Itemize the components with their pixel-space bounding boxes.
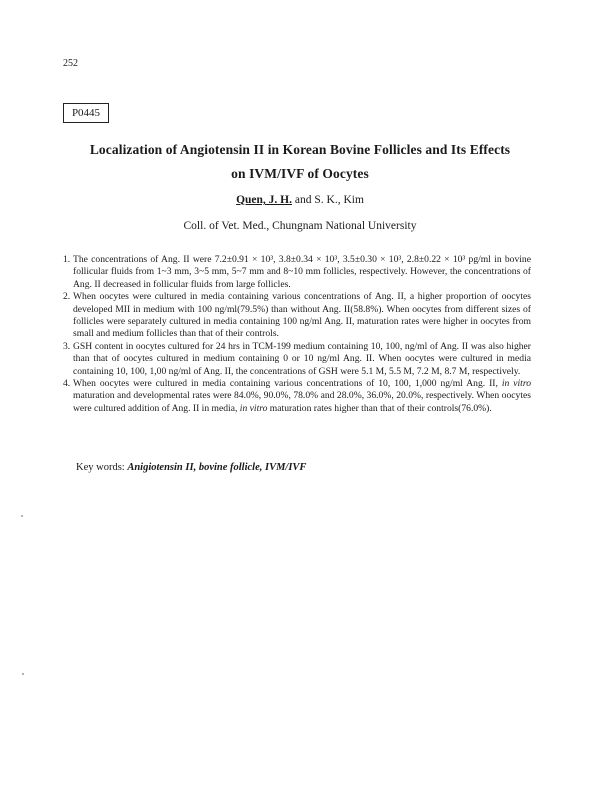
finding-text-part: maturation and developmental rates were 84.0%, 90.0%, 78.0% and 28.0%, 36.0%, 20.0%, respectively. When oocytes were cultured addition of Ang. II in media, (73, 390, 531, 414)
page-number: 252 (63, 58, 78, 69)
title-line-2: on IVM/IVF of Oocytes (231, 166, 369, 181)
keywords-values: Anigiotensin II, bovine follicle, IVM/IVF (127, 462, 307, 473)
italic-term: in vitro (239, 402, 268, 414)
italic-term: in vitro (501, 378, 532, 390)
affiliation: Coll. of Vet. Med., Chungnam National University (183, 220, 417, 232)
keywords (76, 462, 306, 473)
finding-text: When oocytes were cultured in media containing various concentrations of Ang. II, a higher proportion of oocytes developed MII in medium with 100 ng/ml(79.5%) than without Ang. II(58.8%). When oocytes from different sizes of follicles were separately cultured in media containing 100 ng/ml Ang. II, maturation rates were higher in oocytes from small and medium follicles than that of their controls. (73, 291, 531, 340)
finding-text-part: maturation rates higher than that of their controls(76.0%). (267, 402, 492, 414)
scan-speck (22, 673, 24, 675)
main-author: Quen, J. H. (236, 194, 293, 206)
finding-text-part: When oocytes were cultured in media containing various concentrations of 10, 100, 1,000 ng/ml Ang. II, (73, 378, 502, 390)
title-line-1: Localization of Angiotensin II in Korean Bovine Follicles and Its Effects (89, 142, 511, 157)
finding-number: 1. (63, 254, 71, 265)
finding-text: GSH content in oocytes cultured for 24 hrs in TCM-199 medium containing 10, 100, ng/ml of Ang. II was also higher than that of oocytes cultured in medium containing 0 or 10 ng/ml Ang. II. When oocytes were cultured in media containing 10, 100, 1,00 ng/ml of Ang. II, the concentrations of GSH were 5.1 M, 5.5 M, 7.2 M, 8.7 M, respectively. (73, 340, 531, 377)
finding-item-3 (63, 341, 531, 378)
abstract-code-box: P0445 (63, 103, 109, 123)
scan-speck (21, 515, 23, 517)
finding-number: 2. (63, 291, 71, 303)
finding-item-4 (63, 378, 531, 415)
finding-item-1 (63, 254, 531, 291)
finding-text: The concentrations of Ang. II were 7.2±0.91 × 10³, 3.8±0.34 × 10³, 3.5±0.30 × 10³, 2.8±0.22 × 10³ pg/ml in bovine follicular fluids from 1~3 mm, 3~5 mm, 5~7 mm and 8~10 mm follicles, respectively. However, the concentrations of Ang. II decreased in follicular fluids from large follicles. (73, 254, 531, 290)
finding-number: 4. (63, 378, 71, 390)
keywords-label: Key words: (76, 462, 128, 473)
authors (60, 194, 540, 206)
findings-list (63, 254, 531, 415)
finding-item-2 (63, 291, 531, 341)
co-authors: and S. K., Kim (292, 194, 364, 206)
finding-number: 3. (63, 340, 71, 352)
